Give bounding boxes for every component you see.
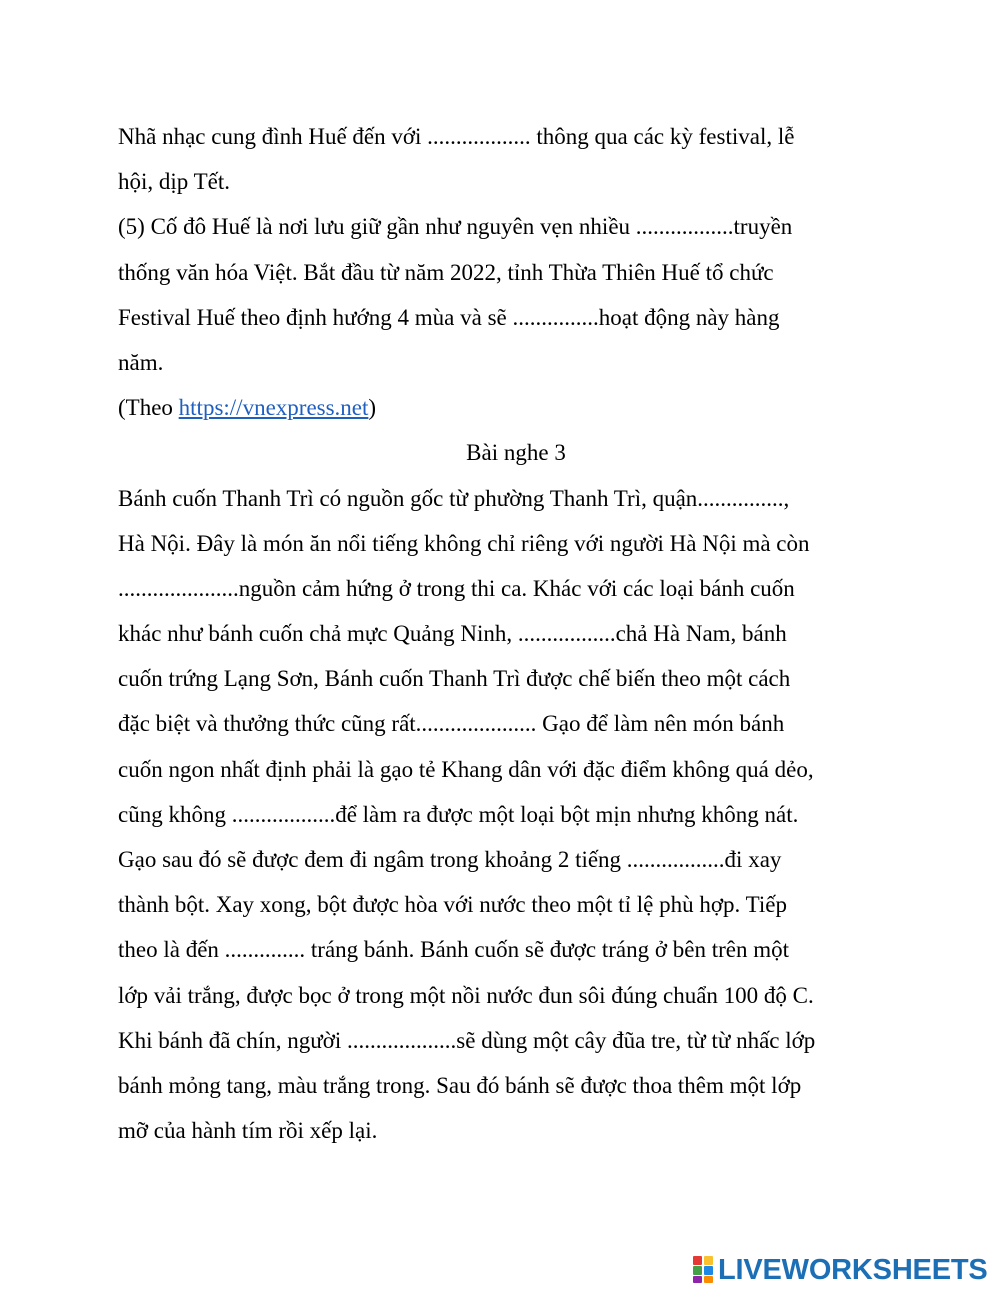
source-link[interactable]: https://vnexpress.net <box>178 395 369 421</box>
source-prefix: (Theo <box>118 395 179 421</box>
body-line: thành bột. Xay xong, bột được hòa với nước theo một tỉ lệ phù hợp. Tiếp <box>118 892 787 918</box>
body-line: cuốn ngon nhất định phải là gạo tẻ Khang dân với đặc điểm không quá dẻo, <box>118 756 814 782</box>
body-line: theo là đến .............. tráng bánh. Bánh cuốn sẽ được tráng ở bên trên một <box>118 937 790 963</box>
text-line: thống văn hóa Việt. Bắt đầu từ năm 2022, tỉnh Thừa Thiên Huế tổ chức <box>118 259 774 285</box>
logo-badge-square <box>693 1256 702 1265</box>
source-suffix: ) <box>368 395 377 421</box>
text-line: năm. <box>118 349 164 375</box>
logo-badge-square <box>704 1256 713 1265</box>
body-line: cũng không ..................để làm ra được một loại bột mịn nhưng không nát. <box>118 801 799 827</box>
text-line: Nhã nhạc cung đình Huế đến với .................. thông qua các kỳ festival, lễ <box>118 124 795 149</box>
body-line: Khi bánh đã chín, người ...................sẽ dùng một cây đũa tre, từ từ nhấc lớp <box>118 1027 816 1053</box>
liveworksheets-logo[interactable] <box>693 1254 988 1286</box>
liveworksheets-logo-icon <box>693 1256 715 1284</box>
body-line: bánh mỏng tang, màu trắng trong. Sau đó bánh sẽ được thoa thêm một lớp <box>118 1072 802 1098</box>
body-line: mỡ của hành tím rồi xếp lại. <box>118 1118 378 1144</box>
body-line: cuốn trứng Lạng Sơn, Bánh cuốn Thanh Trì được chế biến theo một cách <box>118 666 791 692</box>
body-line: khác như bánh cuốn chả mực Quảng Ninh, .................chả Hà Nam, bánh <box>118 621 787 647</box>
logo-badge-square <box>693 1266 702 1275</box>
text-line: Festival Huế theo định hướng 4 mùa và sẽ ...............hoạt động này hàng <box>118 304 780 330</box>
logo-badge-square <box>704 1276 713 1283</box>
text-line: hội, dịp Tết. <box>118 169 231 195</box>
text-line: (5) Cố đô Huế là nơi lưu giữ gần như nguyên vẹn nhiều .................truyền <box>118 214 793 240</box>
body-line: đặc biệt và thưởng thức cũng rất..................... Gạo để làm nên món bánh <box>118 711 785 737</box>
body-line: lớp vải trắng, được bọc ở trong một nồi nước đun sôi đúng chuẩn 100 độ C. <box>118 982 814 1008</box>
body-line: Hà Nội. Đây là món ăn nổi tiếng không chỉ riêng với người Hà Nội mà còn <box>118 530 810 556</box>
section-title: Bài nghe 3 <box>466 440 566 466</box>
logo-badge-square <box>704 1266 713 1275</box>
document-page <box>118 114 918 1153</box>
body-line: .....................nguồn cảm hứng ở trong thi ca. Khác với các loại bánh cuốn <box>118 575 795 601</box>
logo-text: LIVEWORKSHEETS <box>718 1254 988 1286</box>
body-line: Bánh cuốn Thanh Trì có nguồn gốc từ phường Thanh Trì, quận..............., <box>118 485 790 511</box>
logo-badge-square <box>693 1276 702 1283</box>
source-citation <box>118 385 918 430</box>
body-line: Gạo sau đó sẽ được đem đi ngâm trong khoảng 2 tiếng .................đi xay <box>118 847 782 872</box>
